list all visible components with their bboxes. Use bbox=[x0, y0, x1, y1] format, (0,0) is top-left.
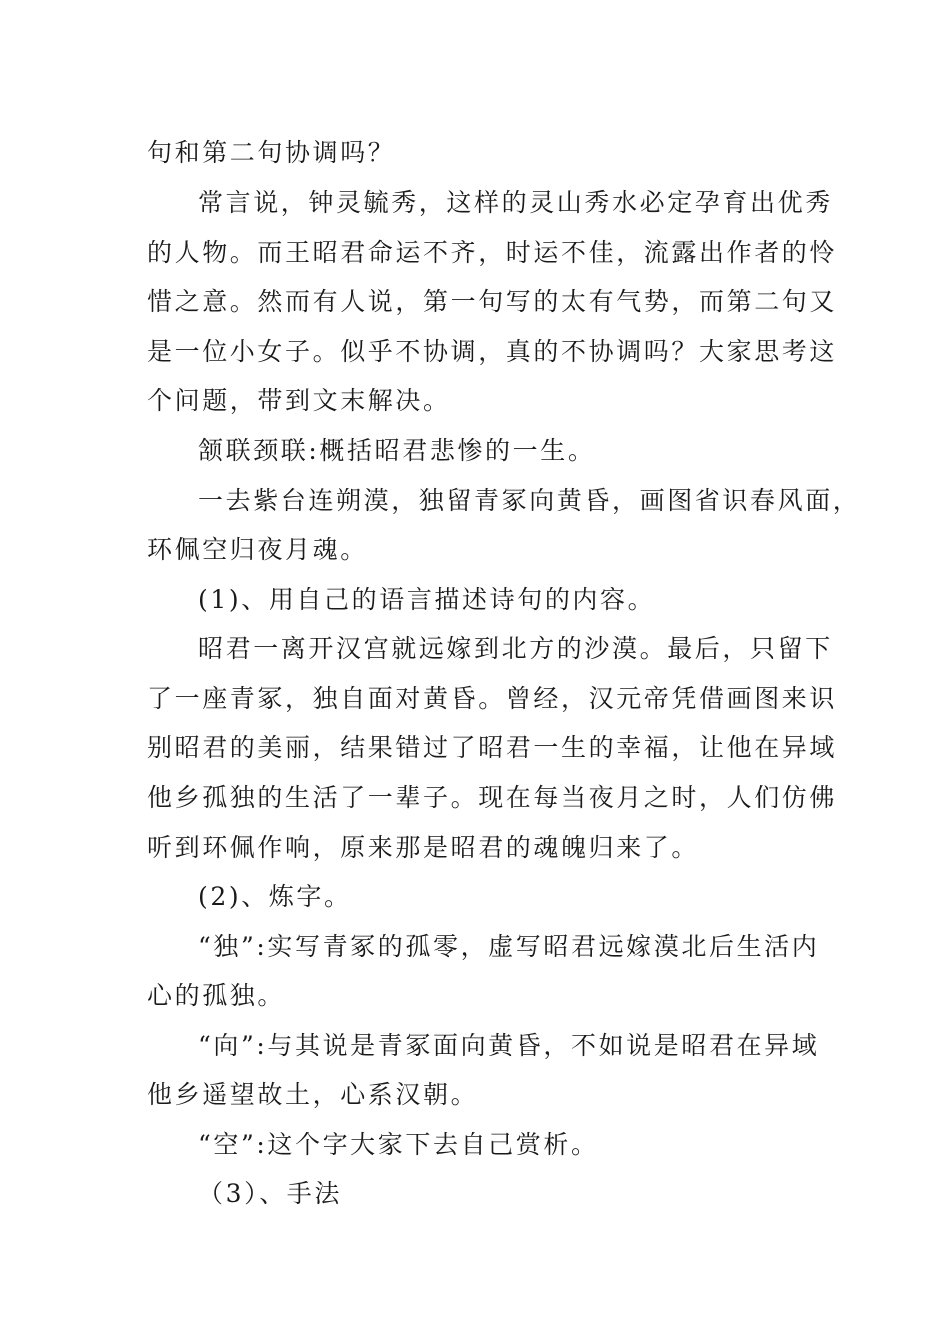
poem-line: 环佩空归夜月魂。 bbox=[147, 535, 368, 564]
text-line: 听到环佩作响，原来那是昭君的魂魄归来了。 bbox=[147, 833, 700, 862]
text-line: 句和第二句协调吗？ bbox=[147, 138, 396, 167]
text-line: 个问题，带到文末解决。 bbox=[147, 386, 451, 415]
paragraph-first-line: 常言说，钟灵毓秀，这样的灵山秀水必定孕育出优秀 bbox=[198, 188, 833, 217]
text-line: 别昭君的美丽，结果错过了昭君一生的幸福，让他在异域 bbox=[147, 733, 838, 762]
paragraph-first-line: 昭君一离开汉宫就远嫁到北方的沙漠。最后，只留下 bbox=[198, 634, 833, 663]
text-line: 是一位小女子。似乎不协调，真的不协调吗？大家思考这 bbox=[147, 337, 838, 366]
text-line: 他乡孤独的生活了一辈子。现在每当夜月之时，人们仿佛 bbox=[147, 783, 838, 812]
subsection-heading: (1)、用自己的语言描述诗句的内容。 bbox=[198, 585, 656, 614]
text-line: 的人物。而王昭君命运不齐，时运不佳，流露出作者的怜 bbox=[147, 238, 838, 267]
text-line: 他乡遥望故土，心系汉朝。 bbox=[147, 1080, 479, 1109]
poem-line: 一去紫台连朔漠，独留青冢向黄昏，画图省识春风面， bbox=[198, 486, 861, 515]
paragraph-first-line: “向”:与其说是青冢面向黄昏，不如说是昭君在异域 bbox=[198, 1031, 820, 1060]
text-line: 惜之意。然而有人说，第一句写的太有气势，而第二句又 bbox=[147, 287, 838, 316]
subsection-heading: （3）、手法 bbox=[198, 1179, 343, 1208]
text-line: 心的孤独。 bbox=[147, 981, 286, 1010]
section-heading: 颔联颈联:概括昭君悲惨的一生。 bbox=[198, 436, 596, 465]
paragraph-first-line: “空”:这个字大家下去自己赏析。 bbox=[198, 1130, 599, 1159]
text-line: 了一座青冢，独自面对黄昏。曾经，汉元帝凭借画图来识 bbox=[147, 684, 838, 713]
subsection-heading: (2)、炼字。 bbox=[198, 882, 352, 911]
paragraph-first-line: “独”:实写青冢的孤零，虚写昭君远嫁漠北后生活内 bbox=[198, 932, 820, 961]
